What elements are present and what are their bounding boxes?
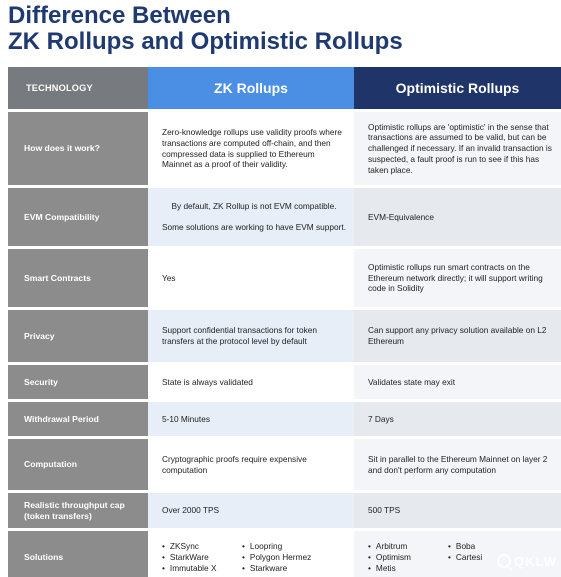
- optimistic-smart-contracts: Optimistic rollups run smart contracts on the Ethereum network directly; it will support writing code in Solidity: [354, 249, 561, 307]
- zk-smart-contracts: Yes: [148, 249, 354, 307]
- optimistic-privacy: Can support any privacy solution available on L2 Ethereum: [354, 310, 561, 362]
- header-technology: TECHNOLOGY: [8, 67, 148, 109]
- row-label-how-it-works: How does it work?: [8, 112, 148, 185]
- row-label-security: Security: [8, 365, 148, 399]
- list-item: • Cartesi: [448, 552, 538, 563]
- optimistic-solutions-list: [368, 541, 553, 574]
- optimistic-security: Validates state may exit: [354, 365, 561, 399]
- page-title: [8, 3, 403, 55]
- row-label-privacy: Privacy: [8, 310, 148, 362]
- watermark-text: QKLW: [514, 553, 557, 569]
- row-label-throughput: Realistic throughput cap (token transfers): [8, 493, 148, 528]
- list-item: • Immutable X: [162, 563, 242, 574]
- list-item: • Polygon Hermez: [242, 552, 332, 563]
- optimistic-solutions: [354, 531, 561, 577]
- row-label-solutions: Solutions: [8, 531, 148, 577]
- list-item: • Metis: [368, 563, 448, 574]
- zk-how-it-works: Zero-knowledge rollups use validity proofs where transactions are computed off-chain, and then compressed data is supplied to Ethereum Mainnet as a proof of their validity.: [148, 112, 354, 185]
- list-item: • Starkware: [242, 563, 332, 574]
- list-item: • StarkWare: [162, 552, 242, 563]
- zk-evm-para-2: Some solutions are working to have EVM support.: [162, 222, 347, 232]
- zk-throughput: Over 2000 TPS: [148, 493, 354, 528]
- optimistic-computation: Sit in parallel to the Ethereum Mainnet on layer 2 and don't perform any computation: [354, 439, 561, 490]
- zk-evm-compatibility: [148, 188, 354, 246]
- list-item: • Arbitrum: [368, 541, 448, 552]
- zk-security: State is always validated: [148, 365, 354, 399]
- optimistic-evm-compatibility: EVM-Equivalence: [354, 188, 561, 246]
- optimistic-throughput: 500 TPS: [354, 493, 561, 528]
- list-item: • Optimism: [368, 552, 448, 563]
- zk-privacy: Support confidential transactions for token transfers at the protocol level by default: [148, 310, 354, 362]
- row-label-computation: Computation: [8, 439, 148, 490]
- row-label-evm-compatibility: EVM Compatibility: [8, 188, 148, 246]
- zk-evm-para-1: By default, ZK Rollup is not EVM compatible.: [171, 201, 337, 212]
- zk-solutions: [148, 531, 354, 577]
- comparison-table: [8, 67, 561, 577]
- title-line-1: Difference Between: [8, 2, 231, 29]
- header-optimistic-rollups: Optimistic Rollups: [354, 67, 561, 109]
- row-label-withdrawal-period: Withdrawal Period: [8, 402, 148, 436]
- list-item: • ZKSync: [162, 541, 242, 552]
- list-item: • Loopring: [242, 541, 332, 552]
- zk-withdrawal-period: 5-10 Minutes: [148, 402, 354, 436]
- zk-solutions-list: [162, 541, 346, 574]
- row-label-smart-contracts: Smart Contracts: [8, 249, 148, 307]
- header-zk-rollups: ZK Rollups: [148, 67, 354, 109]
- title-line-2: ZK Rollups and Optimistic Rollups: [8, 28, 403, 55]
- optimistic-withdrawal-period: 7 Days: [354, 402, 561, 436]
- list-item: • Boba: [448, 541, 538, 552]
- optimistic-how-it-works: Optimistic rollups are 'optimistic' in the sense that transactions are assumed to be valid, but can be challenged if necessary. If an invalid transaction is suspected, a fault proof is run to see if this has taken place.: [354, 112, 561, 185]
- zk-computation: Cryptographic proofs require expensive computation: [148, 439, 354, 490]
